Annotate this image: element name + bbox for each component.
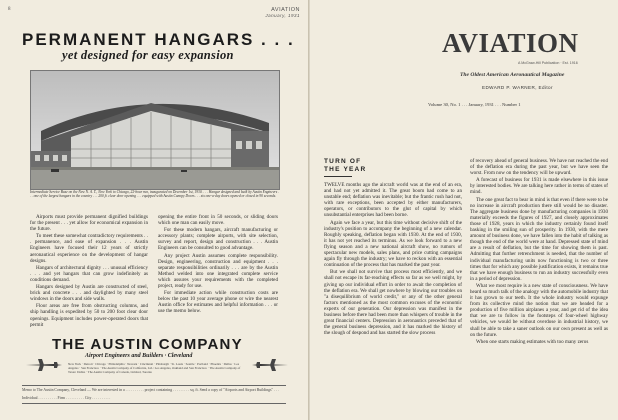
ad-paragraph: For immediate action while construction costs are below the past 10 year average phone or wire the nearest Austin office for estimates and helpful information . . . or use the memo below. bbox=[158, 290, 278, 315]
photo-caption: Intermediate Service Base on the New N. A. T., New York to Chicago, 22-hour run, inaugurated on December 1st, 1930. . . . Hangar designed and built by Austin Engineers . . . one of the largest hangars in the country . . . 200 ft. clear door opening . . . equipped with Austin Canopy Doors . . . six one-a-day doors opened or closed in 90 seconds. bbox=[30, 190, 280, 199]
editorial-paragraph: What we most require is a new state of consciousness. We have heard so much talk of the analogy with the automobile industry that it has grown to our teeth. It the whole industry would expunge from its collective mind the notion that we are headed for a production of five million airplanes a year, and get rid of the idea that we are to follow in the footsteps of four-wheel highway vehicles, we would be without overdose in industrial history, we shall be able to take a saner outlook on our own present as well as on the future. bbox=[470, 282, 608, 338]
editorial-paragraph: The one great fact to bear in mind is that even if there were to be no increase in aircraft production there still would be no disaster. The aggregate business done by manufacturing companies in 1930 materially exceeds the figures of 1927, and closely approximates those of 1928, years in which the industry certainly found itself basking in the smiling sun of prosperity. In 1930, with the mere amount of business done, we have fallen into the habit of talking as though the end of the world were at hand. Depressed state of mind are a result of deflation, but the time for showing them is past. Admitting that further retrenchment is needed, that the number of individual manufacturing units now functioning is two or three times that for which any possible justification exists, it remains true that we have enough business to run an industry successfully even in a period of depression. bbox=[470, 196, 608, 282]
ad-headline: PERMANENT HANGARS . . . bbox=[22, 30, 295, 49]
ad-paragraph: Hangars of architectural dignity . . . unusual efficiency . . . and yet hangars that can grow indefinitely as conditions demand. bbox=[30, 264, 148, 283]
memo-line: Individual . . . . . . . . . . Firm . . . . . . . . . . City . . . . . . . . . . bbox=[22, 396, 111, 400]
editorial-paragraph: But we shall not survive that process most efficiently, and we shall not escape its far-reaching effects so far as we well might, by giving up our individual effort in order to await the completion of the deflation era. We shall get nowhere by blowing our troubles on "a disequilibrium of world credit," or any of the other general factors mentioned as the most common excuses of the economic experts of our generation. Our depression was manifest in the business before there had been more than whispers of trouble in the great financial centers. Depression in aeronautics preceded that of the general business depression, and it has marked the history of the slough of despond and has started the slow process bbox=[324, 269, 462, 337]
ad-paragraph: Floor areas are free from obstructing columns, and ship handling is expedited by 50 to 200 foot clear door openings. Equipment includes power-operated doors that permit bbox=[30, 303, 148, 328]
hangar-photo bbox=[30, 70, 280, 190]
running-header-title: AVIATION bbox=[271, 7, 300, 13]
editorial-paragraph: When one starts making estimates with too many zeros bbox=[476, 338, 589, 345]
ad-body-column-1 bbox=[30, 214, 148, 329]
editorial-paragraph: Again we face a year, but this time without decisive shift of the industry's position to accompany the beginning of a new calendar. Roughly speaking, deflation began with 1930. At the end of 1930, it has not yet reached its terminus. As we look forward to a new flying season and a new national aircraft show, no rumors of spectacular new models, sales plans, and price cutting campaigns again fly through the industry; we have to reckon with an essential continuation of the process that has marked the past year. bbox=[324, 219, 462, 269]
masthead-tagline: The Oldest American Aeronautical Magazine bbox=[460, 72, 565, 78]
ad-paragraph: To meet these somewhat contradictory requirements . . . permanence, and ease of expansion . . . Austin Engineers have focused their 12 years of strictly aeronautical experience on the development of hangar designs. bbox=[30, 233, 148, 264]
divider bbox=[22, 385, 286, 386]
airplane-icon bbox=[250, 357, 290, 373]
editorial-paragraph: of recovery ahead of general business. We have not reached the end of the deflation era during the past year, but we have seen the worst. From now on the tendency will be upward. bbox=[470, 158, 608, 177]
editorial-column-1 bbox=[324, 182, 462, 337]
editorial-paragraph: A forecast of business for 1931 is made elsewhere in this issue by interested bodies. We are talking here rather in terms of states of mind. bbox=[470, 177, 608, 196]
ad-paragraph: opening the entire front in 50 seconds, or sliding doors which one man can easily move. bbox=[158, 214, 278, 227]
editorial-paragraph: TWELVE months ago the aircraft world was at the end of an era, and had not yet admitted it. The great boom had come to an unstable end; deflation was inevitable; but the frantic rush had not, with rare exceptions, been accepted by either manufacturers, operators, or contributors to the glut of capital by which unsubstantial enterprises had been borne. bbox=[324, 182, 462, 219]
running-header-date: January, 1931 bbox=[265, 13, 300, 18]
memo-line: Memo to The Austin Company, Cleveland — We are interested in a . . . . . . . . . . project containing . . . . . . . . . sq. ft. Send a copy of "Airports and Airport Buildings" . . . bbox=[22, 388, 279, 392]
airplane-icon bbox=[24, 357, 64, 373]
editorial-title bbox=[324, 158, 366, 173]
ad-paragraph: Any project Austin assumes complete responsibility. Design, engineering, construction and equipment . . . separate responsibilities ordinarily . . . are by the Austin Method welded into one integrated complete service which assures your requirements with the completed project, ready for use. bbox=[158, 252, 278, 290]
ad-body-column-2 bbox=[158, 214, 278, 316]
running-header bbox=[265, 7, 300, 19]
editorial-title-line: TURN OF bbox=[324, 158, 362, 165]
hangar-illustration bbox=[31, 71, 279, 189]
editorial-title-line: THE YEAR bbox=[324, 165, 367, 173]
company-name: THE AUSTIN COMPANY bbox=[52, 336, 243, 353]
company-tagline: Airport Engineers and Builders · Cleveland bbox=[85, 353, 193, 359]
title-rule bbox=[324, 176, 352, 177]
issue-line: Volume 30, No. 1 . . . January, 1931 . . . Number 1 bbox=[428, 102, 521, 107]
editorial-column-2 bbox=[470, 158, 608, 346]
right-page-editorial bbox=[310, 0, 618, 420]
ad-subheadline: yet designed for easy expansion bbox=[62, 48, 234, 62]
page-number: 8 bbox=[8, 7, 11, 12]
ad-paragraph: For these modern hangars, aircraft manufacturing or accessory plants; complete airports, with site selection, survey and report, design and construction . . . Austin Engineers can be consulted to good advantage. bbox=[158, 227, 278, 252]
divider bbox=[22, 403, 286, 404]
editor-name: EDWARD P. WARNER, Editor bbox=[482, 85, 553, 90]
office-locations: New York · Detroit · Chicago · Philadelphia · Newark · Cincinnati · Pittsburgh · St. Louis · Seattle · Portland · Phoenix · Dallas · Los Angeles · San Francisco · The Austin Company of California, Ltd.: Los Angeles, Oakland and San Francisco · The Austin Company of Texas: Dallas · The Austin Company of Canada, Limited, Toronto bbox=[68, 362, 241, 374]
masthead-publisher: A McGraw-Hill Publication · Est. 1916 bbox=[518, 61, 578, 65]
ad-paragraph: Hangars designed by Austin are constructed of steel, brick and concrete . . . and daylighted by many steel windows in the doors and side walls. bbox=[30, 284, 148, 303]
ad-paragraph: Airports must provide permanent dignified buildings for the present . . . yet allow for economical expansion in the future. bbox=[30, 214, 148, 233]
masthead-logo: AVIATION bbox=[442, 28, 579, 58]
